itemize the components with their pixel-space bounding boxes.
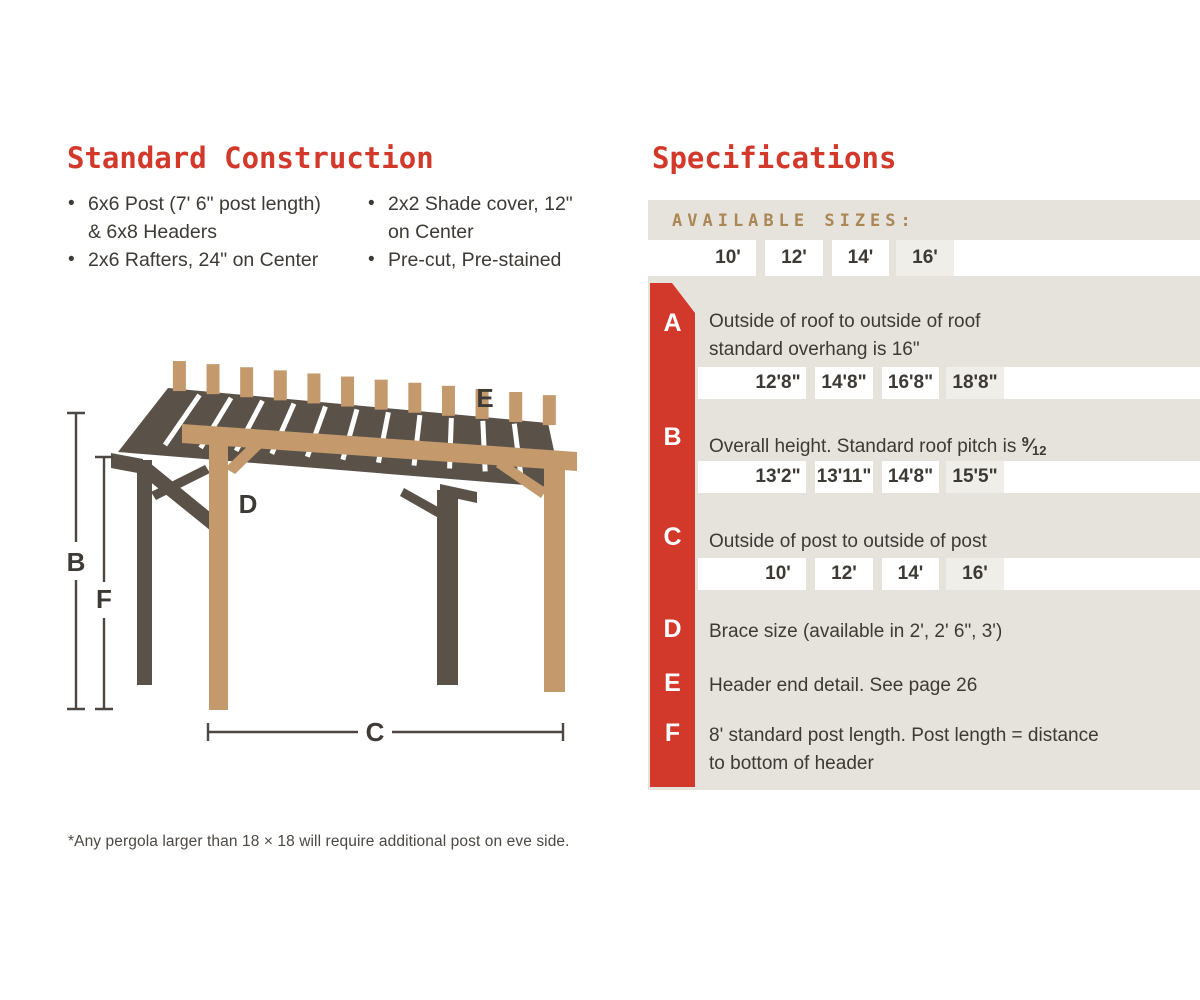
bullet-rafters: [66, 246, 366, 274]
bullet-column-1: [66, 190, 366, 274]
row-letter-a: A: [663, 309, 682, 337]
row-c-text: [709, 528, 1179, 556]
fraction-numerator: 9: [1021, 434, 1029, 449]
size-cell: 12': [781, 247, 807, 268]
value-cell: 14'8": [821, 372, 867, 393]
pergola-back-frame: [111, 453, 477, 685]
value-cell: 16': [962, 563, 988, 584]
row-d-line1: Brace size (available in 2', 2' 6", 3'): [709, 621, 1003, 642]
bullet-line: • Pre-cut, Pre-stained: [388, 249, 562, 271]
row-letter-b: B: [663, 423, 682, 451]
dimension-label-e: E: [476, 383, 494, 413]
value-cell: 18'8": [952, 372, 998, 393]
value-cell: 10': [765, 563, 791, 584]
row-c-values: [698, 558, 1200, 590]
pergola-diagram: [55, 360, 600, 780]
row-e-line1: Header end detail. See page 26: [709, 675, 978, 696]
row-c-line1: Outside of post to outside of post: [709, 531, 987, 552]
value-cell: 13'11": [816, 466, 872, 487]
specifications-panel: [648, 200, 1200, 790]
row-b-text: [709, 428, 1179, 465]
cell-divider: [823, 240, 832, 276]
row-e-text: [709, 672, 1179, 700]
size-cell: 14': [847, 247, 874, 268]
cell-divider: [939, 461, 946, 493]
dimension-label-f: F: [96, 584, 112, 614]
cell-divider: [873, 461, 882, 493]
front-right-post: [544, 454, 565, 692]
cell-divider: [873, 367, 882, 399]
bullet-line: • 2x2 Shade cover, 12": [388, 193, 573, 215]
value-cell: 12'8": [755, 372, 801, 393]
value-cell: 15'5": [952, 466, 998, 487]
row-d-text: [709, 618, 1179, 646]
bullet-line: & 6x8 Headers: [88, 221, 217, 243]
cell-divider: [806, 367, 815, 399]
value-cell: 14': [897, 563, 924, 584]
row-a-values: [698, 367, 1200, 399]
dimension-label-d: D: [238, 489, 258, 519]
value-cell: 16'8": [887, 372, 934, 393]
fraction-denominator: 12: [1032, 443, 1047, 458]
cell-divider: [939, 558, 946, 590]
specifications-title: Specifications: [652, 141, 897, 175]
row-letter-d: D: [663, 615, 682, 643]
cell-divider: [939, 367, 946, 399]
row-b-values: [698, 461, 1200, 493]
row-f-text: [709, 722, 1179, 778]
cell-divider: [889, 240, 896, 276]
bullet-precut: [366, 246, 606, 274]
footnote: *Any pergola larger than 18 × 18 will require additional post on eve side.: [68, 833, 570, 850]
row-a-text: [709, 308, 1179, 364]
row-f-line2: to bottom of header: [709, 753, 874, 774]
row-a-line1: Outside of roof to outside of roof: [709, 311, 981, 332]
fraction-slash: ⁄: [1028, 436, 1033, 457]
bullet-shade-cover: [366, 190, 606, 246]
front-left-post: [209, 434, 228, 710]
standard-construction-title: Standard Construction: [67, 141, 434, 175]
value-cell: 12': [831, 563, 857, 584]
dimension-label-b: B: [66, 547, 86, 577]
row-f-line1: 8' standard post length. Post length = distance: [709, 725, 1099, 746]
bullet-line: on Center: [388, 221, 474, 243]
dimension-label-c: C: [365, 717, 385, 747]
size-cell: 10': [715, 247, 741, 268]
size-cell: 16': [912, 247, 938, 268]
cell-divider: [806, 558, 815, 590]
value-cell: 14'8": [887, 466, 934, 487]
cell-divider: [806, 461, 815, 493]
row-letter-f: F: [664, 719, 681, 747]
cell-divider: [756, 240, 765, 276]
bullet-line: • 6x6 Post (7' 6" post length): [88, 193, 321, 215]
sizes-header-row: [648, 240, 1200, 276]
available-sizes-label: AVAILABLE SIZES:: [672, 211, 916, 231]
value-cell: 13'2": [755, 466, 801, 487]
row-a-line2: standard overhang is 16": [709, 339, 920, 360]
row-letter-e: E: [664, 669, 681, 697]
bullet-column-2: [366, 190, 606, 274]
cell-divider: [873, 558, 882, 590]
row-letter-c: C: [663, 523, 682, 551]
bullet-post: [66, 190, 366, 246]
bullet-line: • 2x6 Rafters, 24" on Center: [88, 249, 319, 271]
row-b-line1: Overall height. Standard roof pitch is: [709, 436, 1022, 457]
